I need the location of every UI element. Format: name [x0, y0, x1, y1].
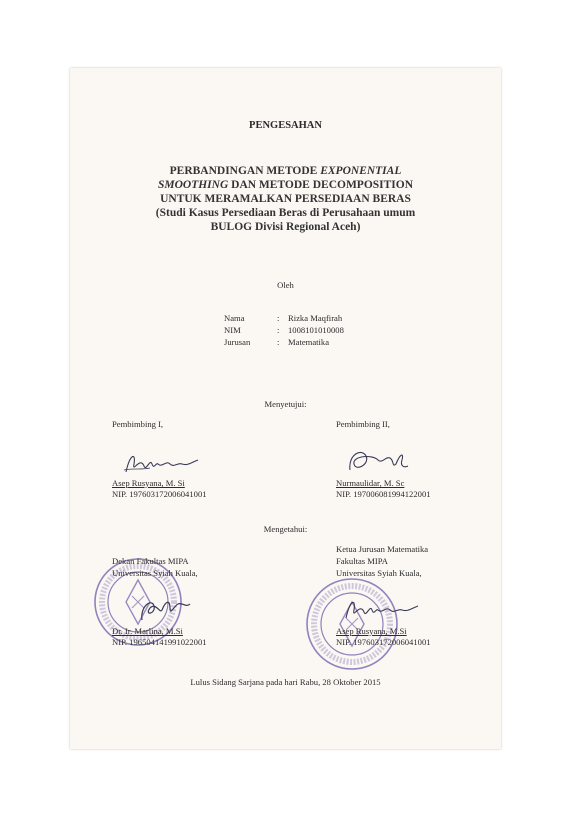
student-label-nim: NIM [224, 325, 241, 335]
student-value-nim: 1008101010008 [288, 325, 344, 335]
page-heading: PENGESAHAN [249, 120, 322, 131]
student-colon-name: : [277, 313, 280, 323]
document-page [70, 68, 501, 749]
title-line-2-italic: SMOOTHING [157, 179, 229, 191]
supervisor1-nip: NIP. 197603172006041001 [112, 489, 207, 499]
title-line-2-text: DAN METODE DECOMPOSITION [228, 179, 414, 191]
dean-name: Dr. Ir. Marlina, M.Si [112, 626, 183, 636]
head-nip: NIP. 197603172006041001 [336, 637, 431, 647]
title-line-4: (Studi Kasus Persediaan Beras di Perusahaan umum [155, 207, 416, 219]
student-label-major: Jurusan [224, 337, 251, 347]
student-label-name: Nama [224, 313, 245, 323]
dean-line-2: Universitas Syiah Kuala, [112, 568, 198, 578]
student-value-major: Matematika [288, 337, 330, 347]
title-line-1-text: PERBANDINGAN METODE [169, 165, 321, 177]
supervisor1-name: Asep Rusyana, M. Si [112, 478, 185, 488]
title-line-3: UNTUK MERAMALKAN PERSEDIAAN BERAS [160, 193, 411, 205]
title-line-1-italic: EXPONENTIAL [320, 165, 402, 177]
title-line-1 [70, 164, 501, 178]
approve-label: Menyetujui: [264, 399, 307, 409]
dean-signature-icon [136, 592, 196, 626]
head-line-2: Fakultas MIPA [336, 556, 388, 566]
by-label: Oleh [277, 280, 294, 290]
title-line-5: BULOG Divisi Regional Aceh) [210, 221, 361, 233]
department-stamp-icon [304, 576, 400, 672]
supervisor1-role: Pembimbing I, [112, 419, 164, 429]
supervisor2-role: Pembimbing II, [336, 419, 390, 429]
supervisor1-signature-icon [122, 448, 202, 478]
head-line-3: Universitas Syiah Kuala, [336, 568, 422, 578]
student-colon-major: : [277, 337, 280, 347]
graduation-footer: Lulus Sidang Sarjana pada hari Rabu, 28 Oktober 2015 [190, 677, 381, 687]
student-value-name: Rizka Maqfirah [288, 313, 343, 323]
student-colon-nim: : [277, 325, 280, 335]
supervisor2-signature-icon [342, 444, 410, 478]
supervisor2-nip: NIP. 197006081994122001 [336, 489, 431, 499]
head-signature-icon [342, 594, 422, 624]
head-name: Asep Rusyana, M.Si [336, 626, 407, 636]
head-line-1: Ketua Jurusan Matematika [336, 544, 429, 554]
acknowledge-label: Mengetahui: [263, 524, 308, 534]
dean-nip: NIP. 196504141991022001 [112, 637, 207, 647]
supervisor2-name: Nurmaulidar, M. Sc [336, 478, 405, 488]
title-line-2 [70, 178, 501, 192]
dean-line-1: Dekan Fakultas MIPA [112, 556, 189, 566]
